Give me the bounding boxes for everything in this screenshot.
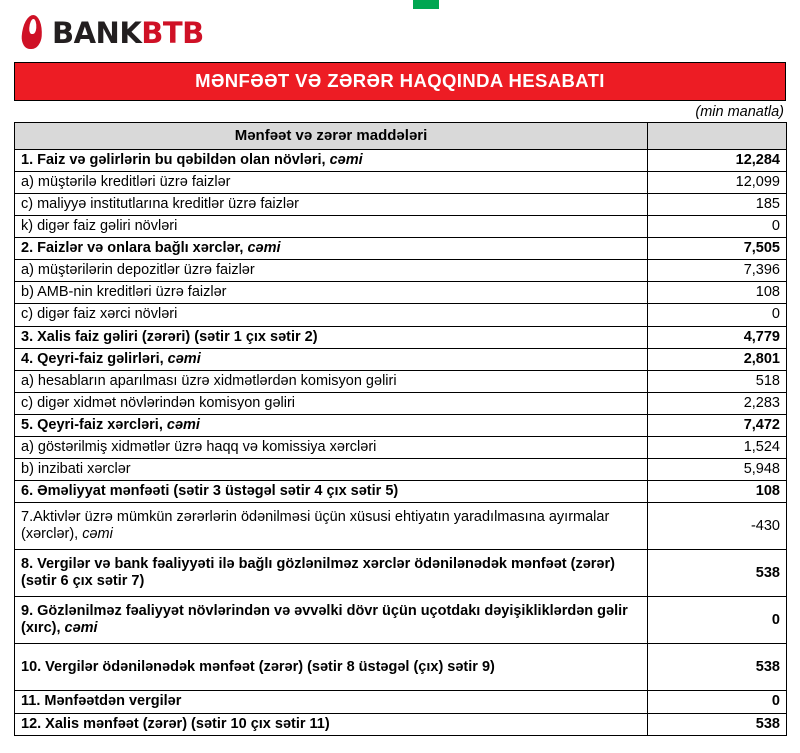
table-row bbox=[15, 392, 787, 414]
table-row bbox=[15, 326, 787, 348]
column-header-label: Mənfəət və zərər maddələri bbox=[15, 123, 648, 150]
row-label: a) göstərilmiş xidmətlər üzrə haqq və komissiya xərcləri bbox=[15, 437, 648, 459]
row-value: 518 bbox=[648, 370, 787, 392]
row-value: 12,284 bbox=[648, 149, 787, 171]
row-label: 2. Faizlər və onlara bağlı xərclər, cəmi bbox=[15, 238, 648, 260]
row-label: c) digər xidmət növlərindən komisyon gəliri bbox=[15, 392, 648, 414]
row-label: 3. Xalis faiz gəliri (zərəri) (sətir 1 çıx sətir 2) bbox=[15, 326, 648, 348]
row-label-suffix: cəmi bbox=[166, 417, 200, 433]
row-value: 2,801 bbox=[648, 348, 787, 370]
row-label: 9. Gözlənilməz fəaliyyət növlərindən və əvvəlki dövr üçün uçotdakı dəyişikliklərdən gəlir (xırc), cəmi bbox=[15, 597, 648, 644]
row-value: 2,283 bbox=[648, 392, 787, 414]
table-row bbox=[15, 550, 787, 597]
profit-loss-table bbox=[14, 122, 787, 736]
column-header-value bbox=[648, 123, 787, 150]
table-row bbox=[15, 216, 787, 238]
row-label: 1. Faiz və gəlirlərin bu qəbildən olan növləri, cəmi bbox=[15, 149, 648, 171]
row-value: 538 bbox=[648, 550, 787, 597]
row-value: 108 bbox=[648, 481, 787, 503]
brand-header bbox=[0, 0, 800, 60]
row-value: 185 bbox=[648, 193, 787, 215]
brand-name-part2: BTB bbox=[141, 15, 204, 50]
row-label-suffix: cəmi bbox=[64, 620, 98, 637]
table-row bbox=[15, 171, 787, 193]
row-label: c) maliyyə institutlarına kreditlər üzrə faizlər bbox=[15, 193, 648, 215]
table-row bbox=[15, 370, 787, 392]
row-value: 0 bbox=[648, 304, 787, 326]
table-row bbox=[15, 415, 787, 437]
row-label: 10. Vergilər ödənilənədək mənfəət (zərər) (sətir 8 üstəgəl (çıx) sətir 9) bbox=[15, 644, 648, 691]
row-value: 7,396 bbox=[648, 260, 787, 282]
brand-wordmark bbox=[52, 15, 204, 50]
table-row bbox=[15, 238, 787, 260]
page-title: MƏNFƏƏT VƏ ZƏRƏR HAQQINDA HESABATI bbox=[14, 62, 786, 101]
table-header-row bbox=[15, 123, 787, 150]
row-value: 12,099 bbox=[648, 171, 787, 193]
row-value: -430 bbox=[648, 503, 787, 550]
row-label-suffix: cəmi bbox=[247, 240, 281, 257]
table-row bbox=[15, 691, 787, 713]
row-value: 538 bbox=[648, 713, 787, 735]
brand-name-part1: BANK bbox=[52, 15, 142, 50]
row-value: 538 bbox=[648, 644, 787, 691]
row-label: 6. Əməliyyat mənfəəti (sətir 3 üstəgəl sətir 4 çıx sətir 5) bbox=[15, 481, 648, 503]
row-value: 1,524 bbox=[648, 437, 787, 459]
table-row bbox=[15, 713, 787, 735]
row-label: a) hesabların aparılması üzrə xidmətlərdən komisyon gəliri bbox=[15, 370, 648, 392]
table-row bbox=[15, 481, 787, 503]
row-label: b) inzibati xərclər bbox=[15, 459, 648, 481]
row-label: a) müştərilərin depozitlər üzrə faizlər bbox=[15, 260, 648, 282]
table-row bbox=[15, 348, 787, 370]
table-row bbox=[15, 597, 787, 644]
row-label: 11. Mənfəətdən vergilər bbox=[15, 691, 648, 713]
table-row bbox=[15, 149, 787, 171]
row-label: k) digər faiz gəliri növləri bbox=[15, 216, 648, 238]
row-label: 12. Xalis mənfəət (zərər) (sətir 10 çıx sətir 11) bbox=[15, 713, 648, 735]
table-row bbox=[15, 644, 787, 691]
row-label: 7.Aktivlər üzrə mümkün zərərlərin ödənilməsi üçün xüsusi ehtiyatın yaradılmasına ayırmalar (xərclər), cəmi bbox=[15, 503, 648, 550]
row-label: 8. Vergilər və bank fəaliyyəti ilə bağlı gözlənilməz xərclər ödənilənədək mənfəət (zərər) (sətir 6 çıx sətir 7) bbox=[15, 550, 648, 597]
row-value: 5,948 bbox=[648, 459, 787, 481]
row-label: c) digər faiz xərci növləri bbox=[15, 304, 648, 326]
table-row bbox=[15, 260, 787, 282]
table-row bbox=[15, 282, 787, 304]
row-value: 0 bbox=[648, 691, 787, 713]
flame-icon bbox=[18, 13, 48, 53]
table-row bbox=[15, 437, 787, 459]
row-value: 7,505 bbox=[648, 238, 787, 260]
row-label-suffix: cəmi bbox=[167, 350, 201, 367]
row-value: 108 bbox=[648, 282, 787, 304]
row-value: 0 bbox=[648, 216, 787, 238]
row-label: a) müştərilə kreditləri üzrə faizlər bbox=[15, 171, 648, 193]
table-row bbox=[15, 459, 787, 481]
row-value: 4,779 bbox=[648, 326, 787, 348]
row-label: 4. Qeyri-faiz gəlirləri, cəmi bbox=[15, 348, 648, 370]
table-row bbox=[15, 193, 787, 215]
row-label-suffix: cəmi bbox=[329, 151, 363, 168]
table-row bbox=[15, 503, 787, 550]
row-label-suffix: cəmi bbox=[82, 526, 113, 543]
row-label: b) AMB-nin kreditləri üzrə faizlər bbox=[15, 282, 648, 304]
row-label: 5. Qeyri-faiz xərcləri, cəmi bbox=[15, 415, 648, 437]
row-value: 7,472 bbox=[648, 415, 787, 437]
unit-note: (min manatla) bbox=[695, 104, 784, 120]
table-row bbox=[15, 304, 787, 326]
row-value: 0 bbox=[648, 597, 787, 644]
